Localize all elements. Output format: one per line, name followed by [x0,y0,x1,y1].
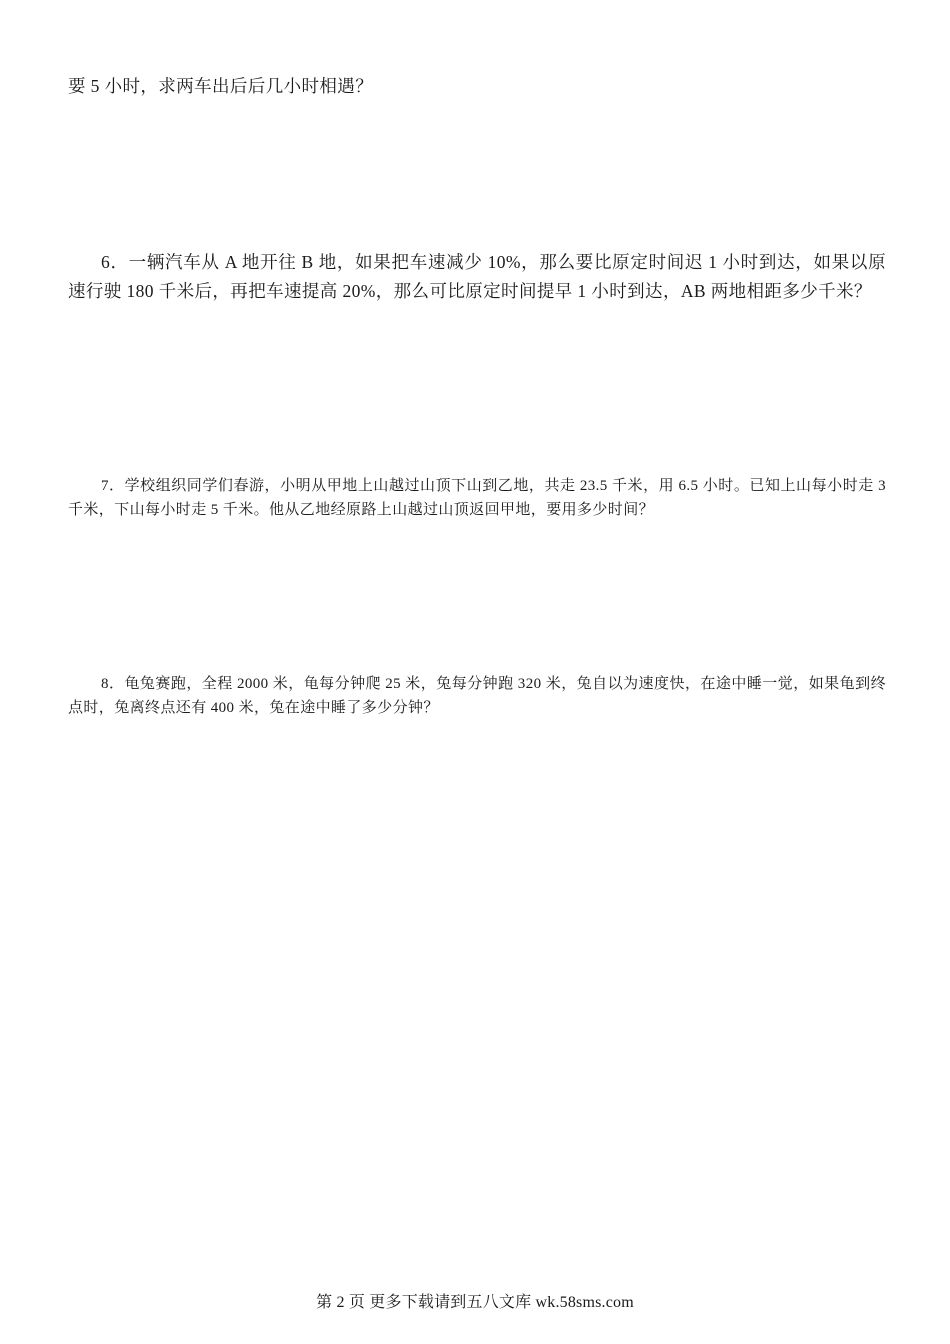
problem-6: 6．一辆汽车从 A 地开往 B 地，如果把车速减少 10%，那么要比原定时间迟 1 小时到达，如果以原速行驶 180 千米后，再把车速提高 20%，那么可比原定时间提早 1 小时到达，AB 两地相距多少千米？ [68,252,886,301]
page-footer: 第 2 页 更多下载请到五八文库 wk.58sms.com [316,1294,634,1311]
problem-8: 8．龟兔赛跑，全程 2000 米，龟每分钟爬 25 米，兔每分钟跑 320 米，兔自以为速度快，在途中睡一觉，如果龟到终点时，兔离终点还有 400 米，兔在途中睡了多少分钟？ [68,676,886,716]
problem-5-continuation: 要 5 小时，求两车出后后几小时相遇？ [68,76,374,96]
problem-7: 7．学校组织同学们春游，小明从甲地上山越过山顶下山到乙地，共走 23.5 千米，用 6.5 小时。已知上山每小时走 3 千米，下山每小时走 5 千米。他从乙地经原路上山越过山顶返回甲地，要用多少时间？ [68,478,886,518]
